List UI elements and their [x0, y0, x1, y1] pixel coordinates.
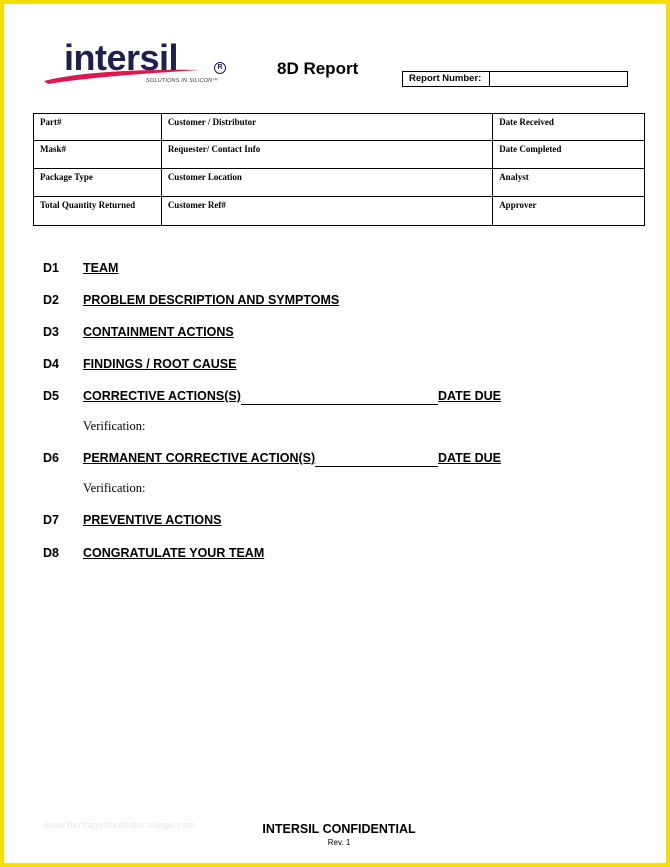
info-table-cell[interactable]: Requester/ Contact Info [161, 141, 492, 169]
verification-label: Verification: [83, 419, 146, 433]
info-table-row [34, 169, 645, 197]
section-underline [315, 466, 438, 467]
verification-label: Verification: [83, 481, 146, 495]
info-table-row [34, 141, 645, 169]
registered-mark-icon: R [214, 62, 226, 74]
logo-wordmark: intersil [64, 37, 179, 78]
intersil-logo [42, 37, 227, 89]
footer-confidential: INTERSIL CONFIDENTIAL [262, 822, 416, 836]
section-number: D7 [43, 513, 59, 527]
info-table-cell[interactable]: Analyst [493, 169, 645, 197]
info-table [33, 113, 645, 226]
section-title: PERMANENT CORRECTIVE ACTION(S) [83, 451, 316, 465]
section-title: PREVENTIVE ACTIONS [83, 513, 222, 527]
info-table-cell[interactable]: Package Type [34, 169, 162, 197]
section-number: D6 [43, 451, 59, 465]
report-number-field[interactable] [490, 72, 627, 86]
logo-tagline: SOLUTIONS IN SILICON™ [146, 78, 219, 84]
section-title: CORRECTIVE ACTIONS(S) [83, 389, 241, 403]
section-number: D5 [43, 389, 59, 403]
section-underline [241, 404, 438, 405]
info-table-cell[interactable]: Date Received [493, 114, 645, 141]
section-number: D3 [43, 325, 59, 339]
info-table-cell[interactable]: Total Quantity Returned [34, 197, 162, 226]
info-table-cell[interactable]: Part# [34, 114, 162, 141]
section-title: TEAM [83, 261, 119, 275]
info-table-cell[interactable]: Customer Location [161, 169, 492, 197]
section-title: CONTAINMENT ACTIONS [83, 325, 234, 339]
footer-revision: Rev. 1 [327, 838, 351, 847]
info-table-cell[interactable]: Customer / Distributor [161, 114, 492, 141]
section-number: D2 [43, 293, 59, 307]
section-number: D8 [43, 546, 59, 560]
report-title: 8D Report [277, 59, 359, 78]
report-number-label: Report Number: [403, 72, 490, 86]
info-table-cell[interactable]: Customer Ref# [161, 197, 492, 226]
info-table-row [34, 114, 645, 141]
info-table-cell[interactable]: Date Completed [493, 141, 645, 169]
info-table-row [34, 197, 645, 226]
watermark: www.heritagechristiancollege.com [44, 820, 196, 830]
section-title: CONGRATULATE YOUR TEAM [83, 546, 265, 560]
section-number: D4 [43, 357, 59, 371]
section-date-due: DATE DUE [438, 451, 501, 465]
section-title: PROBLEM DESCRIPTION AND SYMPTOMS [83, 293, 340, 307]
report-number-box [402, 71, 628, 87]
info-table-cell[interactable]: Approver [493, 197, 645, 226]
section-date-due: DATE DUE [438, 389, 501, 403]
section-title: FINDINGS / ROOT CAUSE [83, 357, 237, 371]
section-number: D1 [43, 261, 59, 275]
info-table-cell[interactable]: Mask# [34, 141, 162, 169]
